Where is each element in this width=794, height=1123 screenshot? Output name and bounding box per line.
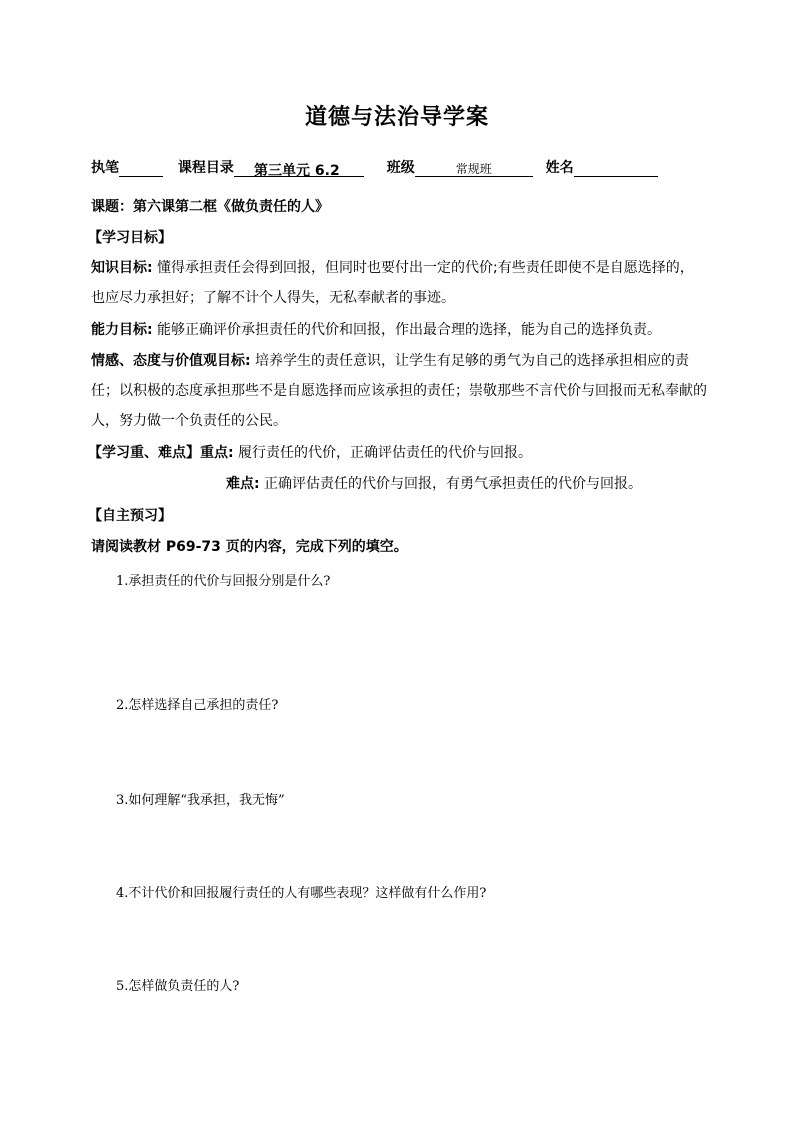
question-5: 5.怎样做负责任的人? bbox=[116, 979, 240, 994]
unit-value: 第三单元 6.2 bbox=[254, 163, 340, 179]
key-point-label: 重点: bbox=[200, 445, 234, 461]
focus-heading: 【学习重、难点】 bbox=[88, 445, 200, 461]
emotion-goal bbox=[91, 346, 707, 436]
emotion-goal-label: 情感、态度与价值观目标: bbox=[91, 353, 251, 369]
difficult-point-label: 难点: bbox=[226, 476, 260, 492]
author-field[interactable] bbox=[119, 160, 163, 177]
key-point-text: 履行责任的代价，正确评估责任的代价与回报。 bbox=[233, 445, 533, 461]
author-label: 执笔 bbox=[91, 160, 119, 176]
question-2: 2.怎样选择自己承担的责任? bbox=[116, 698, 279, 713]
ability-goal-label: 能力目标: bbox=[91, 322, 153, 338]
unit-field[interactable] bbox=[234, 160, 364, 177]
question-4: 4.不计代价和回报履行责任的人有哪些表现？这样做有什么作用? bbox=[116, 886, 487, 901]
preview-instruction: 请阅读教材 P69-73 页的内容，完成下列的填空。 bbox=[91, 539, 408, 555]
name-field[interactable] bbox=[574, 160, 658, 177]
class-label: 班级 bbox=[386, 160, 415, 176]
knowledge-goal-text: 懂得承担责任会得到回报，但同时也要付出一定的代价;有些责任即使不是自愿选择的，也应尽力承担好；了解不计个人得失，无私奉献者的事迹。 bbox=[91, 260, 694, 306]
difficult-points bbox=[226, 469, 726, 499]
knowledge-goal bbox=[91, 253, 707, 313]
emotion-goal-text: 培养学生的责任意识，让学生有足够的勇气为自己的选择承担相应的责任；以积极的态度承担那些不是自愿选择而应该承担的责任；崇敬那些不言代价与回报而无私奉献的人，努力做一个负责任的公民。 bbox=[91, 353, 707, 429]
ability-goal bbox=[91, 315, 707, 345]
difficult-point-text: 正确评估责任的代价与回报，有勇气承担责任的代价与回报。 bbox=[259, 476, 643, 492]
lesson-topic: 课题：第六课第二框《做负责任的人》 bbox=[91, 199, 329, 215]
ability-goal-text: 能够正确评价承担责任的代价和回报，作出最合理的选择，能为自己的选择负责。 bbox=[152, 322, 662, 338]
name-label: 姓名 bbox=[545, 160, 574, 176]
key-points bbox=[88, 438, 704, 468]
page-title: 道德与法治导学案 bbox=[304, 105, 489, 130]
goals-heading: 【学习目标】 bbox=[88, 230, 172, 246]
preview-heading: 【自主预习】 bbox=[88, 508, 172, 524]
header-fields bbox=[91, 157, 658, 177]
question-3: 3.如何理解“我承担，我无悔” bbox=[116, 793, 285, 808]
catalog-label: 课程目录 bbox=[177, 160, 234, 176]
knowledge-goal-label: 知识目标: bbox=[91, 260, 153, 276]
class-field[interactable]: 常规班 bbox=[415, 160, 533, 177]
question-1: 1.承担责任的代价与回报分别是什么? bbox=[116, 574, 331, 589]
